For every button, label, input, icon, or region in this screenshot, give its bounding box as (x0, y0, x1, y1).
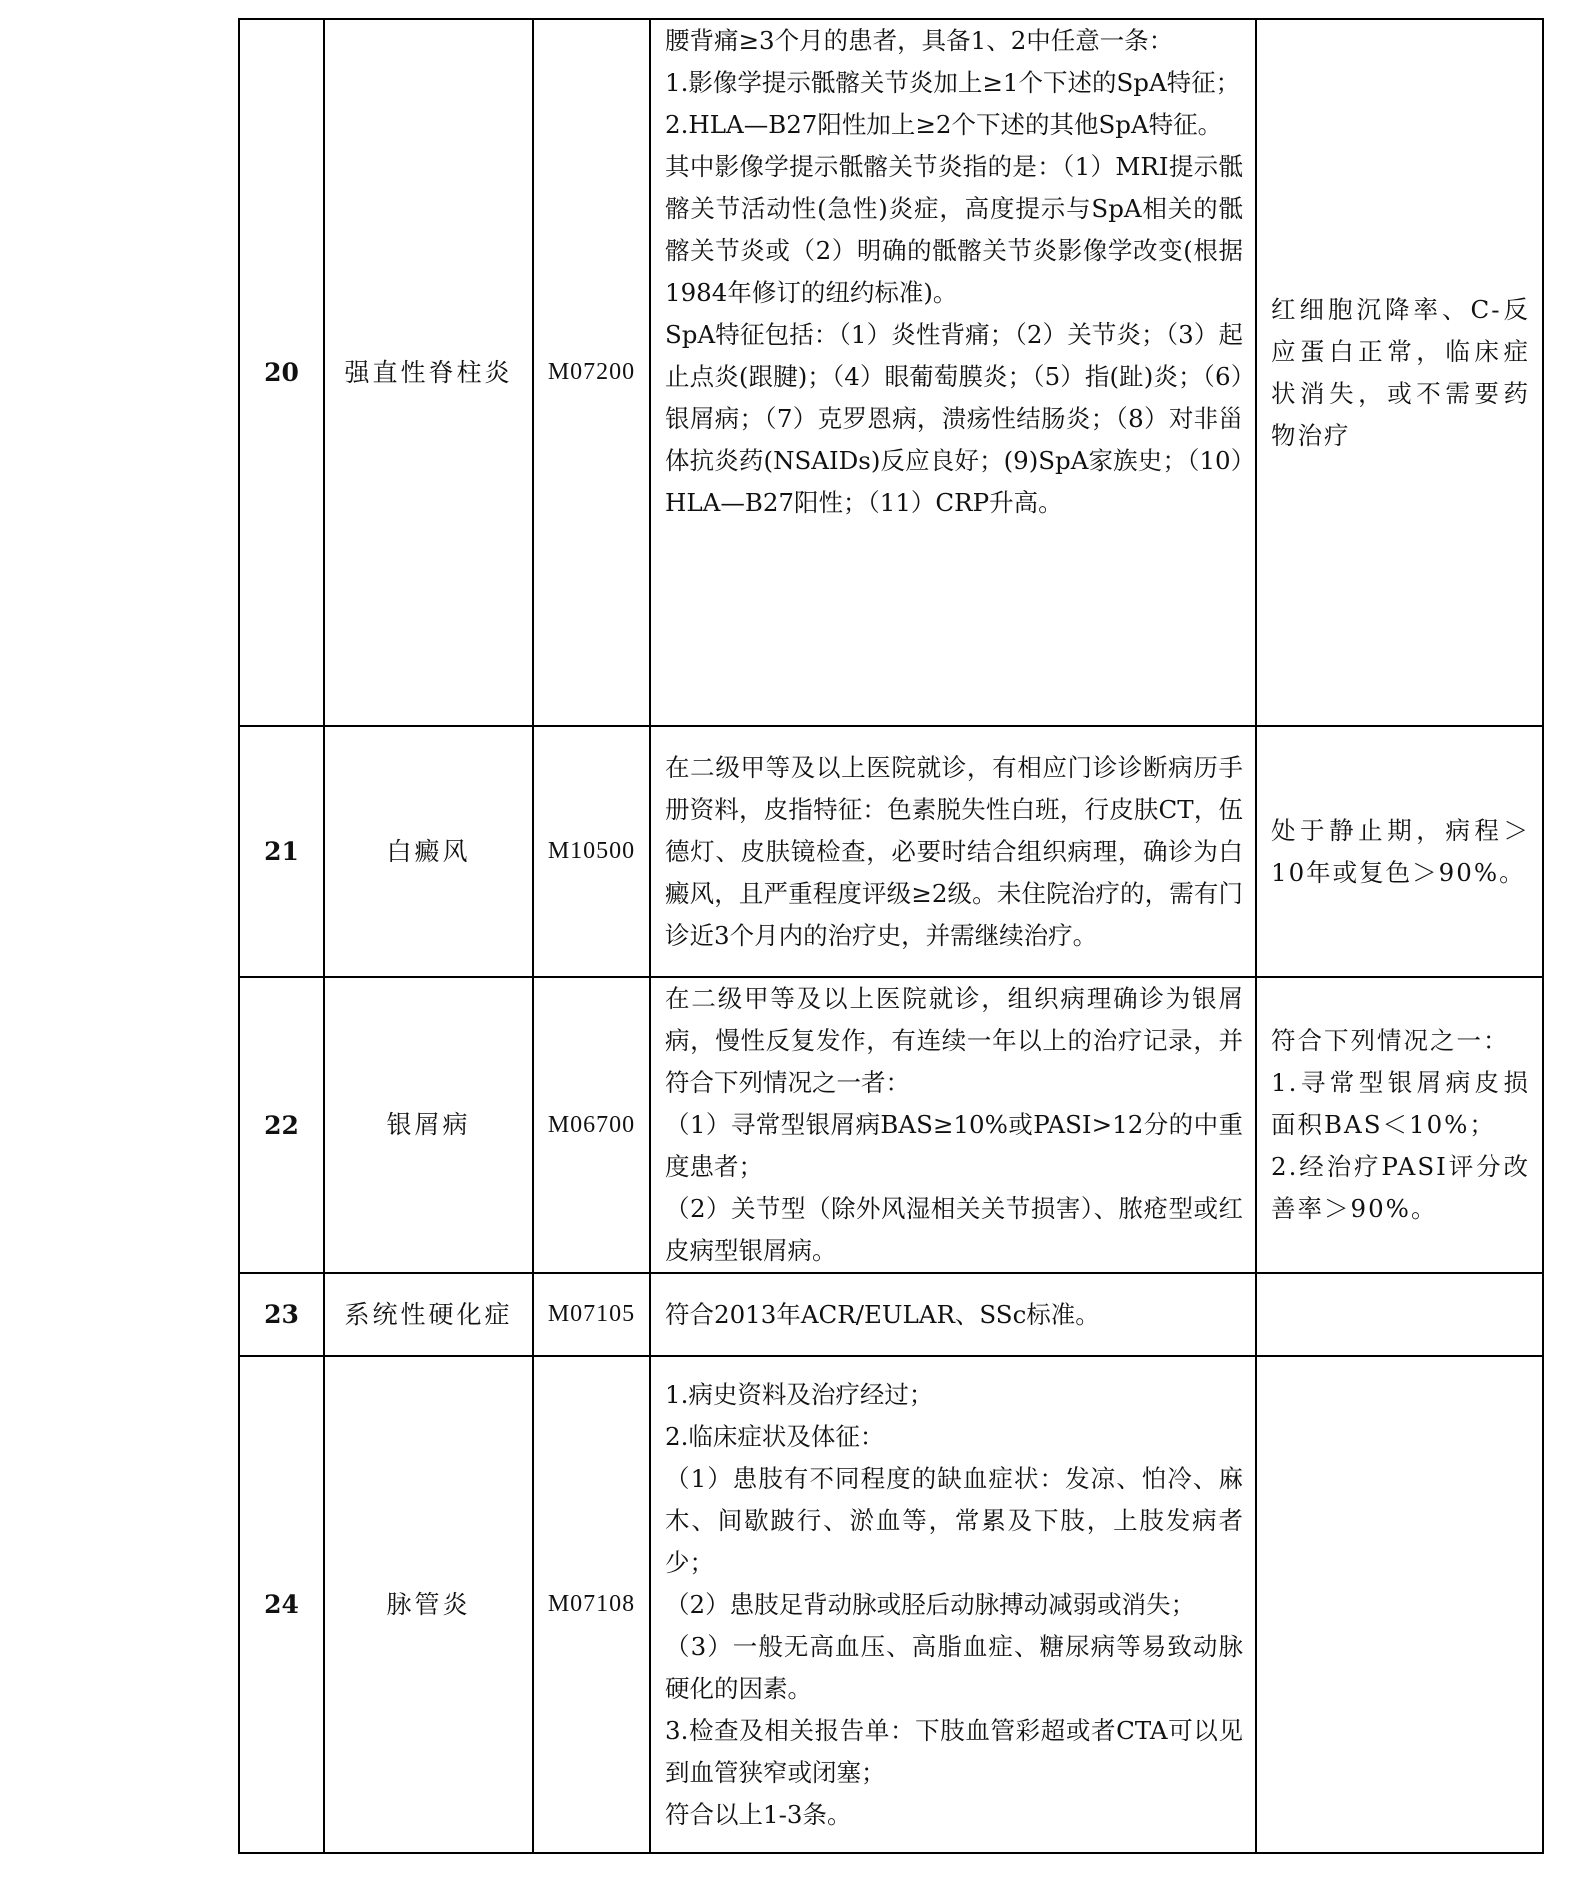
disease-name: 脉管炎 (324, 1356, 533, 1853)
disease-criteria-table (238, 18, 1544, 1854)
exit-line: 2.经治疗PASI评分改善率＞90%。 (1271, 1152, 1530, 1223)
disease-name: 银屑病 (324, 977, 533, 1273)
disease-code: M07105 (533, 1273, 650, 1356)
table-row (239, 19, 1543, 726)
criteria-line: 符合以上1-3条。 (665, 1799, 852, 1829)
row-number: 21 (239, 726, 324, 977)
criteria-line: 3.检查及相关报告单：下肢血管彩超或者CTA可以见到血管狭窄或闭塞； (665, 1715, 1243, 1787)
criteria-line: （2）关节型（除外风湿相关关节损害）、脓疮型或红皮病型银屑病。 (665, 1194, 1243, 1265)
exit-criteria (1256, 726, 1543, 977)
table-row (239, 1273, 1543, 1356)
exit-line: 1.寻常型银屑病皮损面积BAS＜10%； (1271, 1068, 1530, 1139)
criteria-line: 其中影像学提示骶髂关节炎指的是：（1）MRI提示骶髂关节活动性(急性)炎症，高度提示与SpA相关的骶髂关节炎或（2）明确的骶髂关节炎影像学改变(根据1984年修订的纽约标准)。 (665, 152, 1243, 307)
exit-criteria (1256, 1273, 1543, 1356)
admission-criteria (650, 1273, 1256, 1356)
admission-criteria (650, 19, 1256, 726)
criteria-line: （2）患肢足背动脉或胫后动脉搏动减弱或消失； (665, 1589, 1196, 1619)
criteria-line: 在二级甲等及以上医院就诊，有相应门诊诊断病历手册资料，皮指特征：色素脱失性白班，行皮肤CT，伍德灯、皮肤镜检查，必要时结合组织病理，确诊为白癜风，且严重程度评级≥2级。未住院治疗的，需有门诊近3个月内的治疗史，并需继续治疗。 (665, 752, 1243, 950)
criteria-line: （1）寻常型银屑病BAS≥10%或PASI>12分的中重度患者； (665, 1110, 1243, 1181)
exit-criteria (1256, 1356, 1543, 1853)
criteria-line: 在二级甲等及以上医院就诊，组织病理确诊为银屑病，慢性反复发作，有连续一年以上的治疗记录，并符合下列情况之一者： (665, 984, 1243, 1097)
table-row (239, 1356, 1543, 1853)
criteria-line: （1）患肢有不同程度的缺血症状：发凉、怕冷、麻木、间歇跛行、淤血等，常累及下肢，上肢发病者少； (665, 1463, 1243, 1577)
exit-line: 红细胞沉降率、C-反应蛋白正常，临床症状消失，或不需要药物治疗 (1271, 294, 1530, 450)
table-row (239, 977, 1543, 1273)
row-number: 20 (239, 19, 324, 726)
row-number: 23 (239, 1273, 324, 1356)
exit-line: 处于静止期，病程＞10年或复色＞90%。 (1271, 815, 1530, 887)
disease-code: M07200 (533, 19, 650, 726)
admission-criteria (650, 726, 1256, 977)
criteria-line: 腰背痛≥3个月的患者，具备1、2中任意一条： (665, 26, 1174, 55)
criteria-line: 2.临床症状及体征： (665, 1421, 885, 1451)
disease-code: M07108 (533, 1356, 650, 1853)
criteria-line: 2.HLA—B27阳性加上≥2个下述的其他SpA特征。 (665, 110, 1223, 139)
criteria-line: SpA特征包括：（1）炎性背痛；（2）关节炎；（3）起止点炎(跟腱)；（4）眼葡萄膜炎；（5）指(趾)炎；（6）银屑病；（7）克罗恩病，溃疡性结肠炎；（8）对非甾体抗炎药(NSAIDs)反应良好；(9)SpA家族史；（10）HLA—B27阳性；（11）CRP升高。 (665, 320, 1243, 517)
row-number: 24 (239, 1356, 324, 1853)
exit-line: 符合下列情况之一： (1271, 1026, 1510, 1055)
disease-code: M06700 (533, 977, 650, 1273)
disease-name: 系统性硬化症 (324, 1273, 533, 1356)
criteria-line: 符合2013年ACR/EULAR、SSc标准。 (665, 1299, 1100, 1329)
criteria-line: 1.病史资料及治疗经过； (665, 1379, 934, 1409)
exit-criteria (1256, 977, 1543, 1273)
disease-name: 强直性脊柱炎 (324, 19, 533, 726)
exit-criteria (1256, 19, 1543, 726)
row-number: 22 (239, 977, 324, 1273)
criteria-line: 1.影像学提示骶髂关节炎加上≥1个下述的SpA特征； (665, 68, 1241, 97)
admission-criteria (650, 1356, 1256, 1853)
disease-code: M10500 (533, 726, 650, 977)
admission-criteria (650, 977, 1256, 1273)
table-row (239, 726, 1543, 977)
disease-name: 白癜风 (324, 726, 533, 977)
criteria-line: （3）一般无高血压、高脂血症、糖尿病等易致动脉硬化的因素。 (665, 1631, 1243, 1703)
